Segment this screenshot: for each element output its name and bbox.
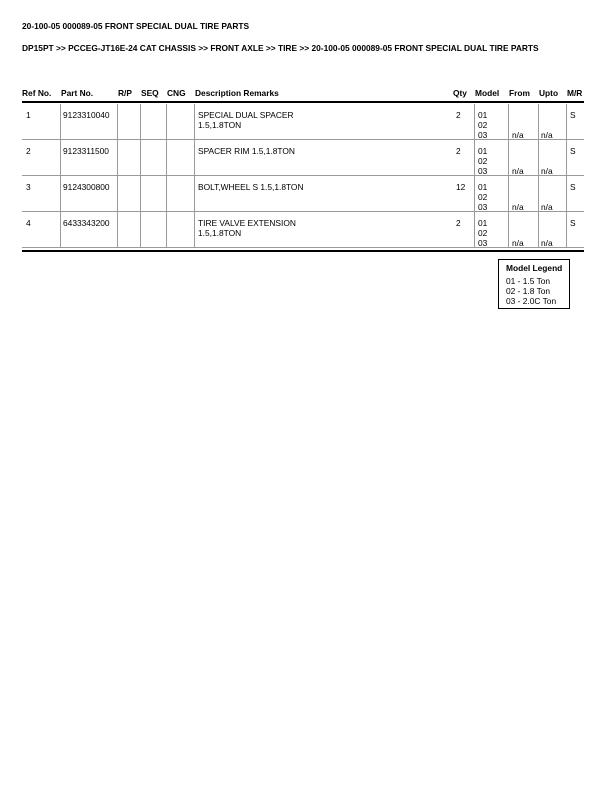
column-divider [538,212,539,248]
column-divider [474,176,475,212]
header-ref-no: Ref No. [22,88,52,98]
column-divider [117,104,118,140]
legend-title: Model Legend [506,263,563,273]
from-value: n/a [512,238,524,248]
part-no: 6433343200 [63,218,110,228]
page-title: 20-100-05 000089-05 FRONT SPECIAL DUAL TIRE PARTS [22,21,250,31]
ref-no: 3 [26,182,31,192]
description: BOLT,WHEEL S 1.5,1.8TON [198,182,304,192]
legend-item: 01 - 1.5 Ton [506,276,551,286]
from-value: n/a [512,130,524,140]
breadcrumb: DP15PT >> PCCEG-JT16E-24 CAT CHASSIS >> FRONT AXLE >> TIRE >> 20-100-05 000089-05 FRONT SPECIAL DUAL TIRE PARTS [22,43,539,53]
column-divider [140,140,141,176]
column-divider [474,104,475,140]
description: SPECIAL DUAL SPACER [198,110,294,120]
table-row [22,176,584,212]
header-from: From [509,88,530,98]
upto-value: n/a [541,238,553,248]
table-row [22,212,584,248]
model-code: 01 [478,146,488,156]
header-upto: Upto [539,88,559,98]
column-divider [566,212,567,248]
column-divider [166,176,167,212]
column-divider [508,212,509,248]
part-no: 9123310040 [63,110,110,120]
model-code: 02 [478,228,488,238]
column-divider [166,140,167,176]
column-divider [60,176,61,212]
column-divider [60,212,61,248]
column-divider [117,212,118,248]
header-part-no: Part No. [61,88,94,98]
column-divider [140,104,141,140]
model-code: 02 [478,192,488,202]
column-divider [194,104,195,140]
model-code: 02 [478,120,488,130]
model-code: 01 [478,110,488,120]
description: SPACER RIM 1.5,1.8TON [198,146,295,156]
column-divider [566,104,567,140]
from-value: n/a [512,166,524,176]
column-divider [538,104,539,140]
ref-no: 4 [26,218,31,228]
model-legend [498,259,570,309]
column-divider [566,176,567,212]
qty: 12 [456,182,466,192]
model-code: 01 [478,182,488,192]
header-mr: M/R [567,88,583,98]
column-divider [166,212,167,248]
header-model: Model [475,88,500,98]
model-code: 03 [478,238,488,248]
description-remark: 1.5,1.8TON [198,228,242,238]
description-remark: 1.5,1.8TON [198,120,242,130]
upto-value: n/a [541,202,553,212]
column-divider [538,140,539,176]
column-divider [117,176,118,212]
header-qty: Qty [453,88,467,98]
row-divider [22,247,584,248]
column-divider [194,140,195,176]
model-code: 03 [478,202,488,212]
table-row [22,104,584,140]
model-code: 03 [478,130,488,140]
column-divider [508,104,509,140]
column-divider [60,104,61,140]
qty: 2 [456,146,461,156]
from-value: n/a [512,202,524,212]
parts-table [22,104,584,248]
table-row [22,140,584,176]
column-divider [474,140,475,176]
column-divider [166,104,167,140]
mr-value: S [570,110,576,120]
column-divider [194,176,195,212]
mr-value: S [570,146,576,156]
model-code: 02 [478,156,488,166]
part-no: 9124300800 [63,182,110,192]
model-code: 03 [478,166,488,176]
description: TIRE VALVE EXTENSION [198,218,296,228]
column-divider [140,176,141,212]
header-description: Description Remarks [195,88,279,98]
upto-value: n/a [541,130,553,140]
mr-value: S [570,218,576,228]
header-rule [22,101,584,103]
header-seq: SEQ [141,88,159,98]
part-no: 9123311500 [63,146,109,156]
model-code: 01 [478,218,488,228]
ref-no: 2 [26,146,31,156]
table-bottom-rule [22,250,584,252]
column-divider [508,176,509,212]
column-divider [140,212,141,248]
column-divider [566,140,567,176]
upto-value: n/a [541,166,553,176]
legend-item: 03 - 2.0C Ton [506,296,557,306]
column-divider [194,212,195,248]
qty: 2 [456,218,461,228]
column-divider [117,140,118,176]
column-divider [538,176,539,212]
ref-no: 1 [26,110,31,120]
legend-item: 02 - 1.8 Ton [506,286,551,296]
column-divider [60,140,61,176]
mr-value: S [570,182,576,192]
column-divider [474,212,475,248]
header-rp: R/P [118,88,132,98]
header-cng: CNG [167,88,186,98]
qty: 2 [456,110,461,120]
column-divider [508,140,509,176]
